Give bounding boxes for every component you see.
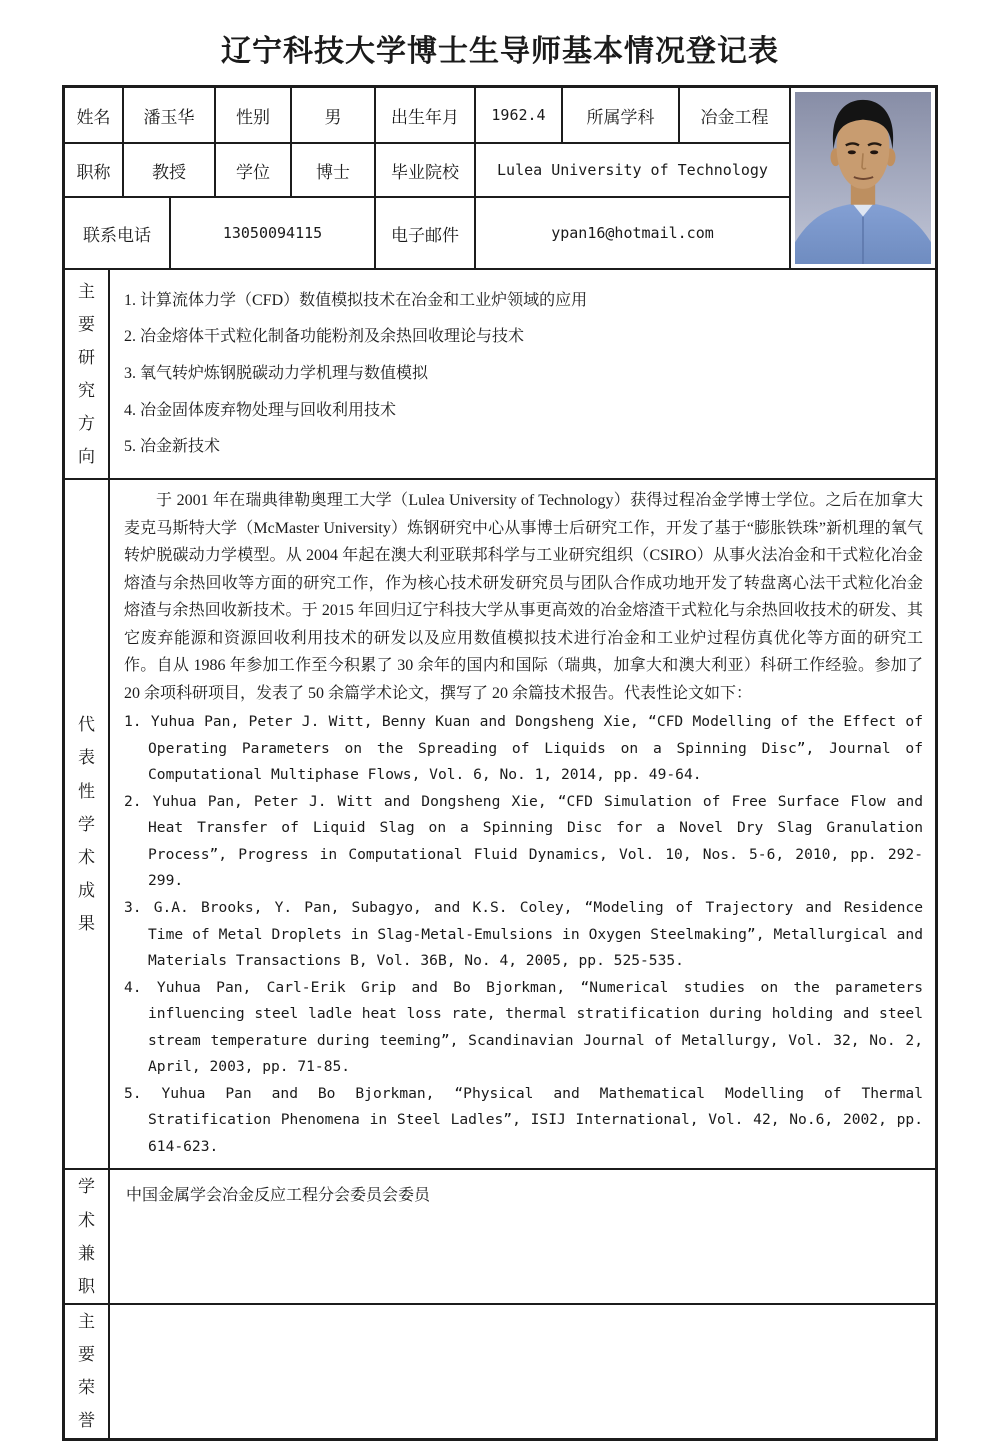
portrait-photo: [791, 88, 935, 268]
achievements-content: [110, 480, 935, 1168]
section-academic-positions: [65, 1168, 935, 1303]
school-label: 毕业院校: [376, 144, 476, 198]
page-title: 辽宁科技大学博士生导师基本情况登记表: [221, 35, 779, 68]
publication-item: 2. Yuhua Pan, Peter J. Witt and Dongsheng Xie, “CFD Simulation of Free Surface Flow and Heat Transfer of Liquid Slag on a Spinning Disc for a Novel Dry Slag Granulation Process”, Progress in Computational Fluid Dynamics, Vol. 10, Nos. 5-6, 2010, pp. 292-299.: [124, 792, 923, 890]
basic-info-grid: [65, 88, 935, 268]
name-value: 潘玉华: [124, 88, 216, 144]
research-item: 3. 氧气转炉炼钢脱碳动力学机理与数值模拟: [124, 364, 429, 382]
research-item: 2. 冶金熔体干式粒化制备功能粉剂及余热回收理论与技术: [124, 328, 525, 346]
biography-text: 于 2001 年在瑞典律勒奥理工大学（Lulea University of Technology）获得过程冶金学博士学位。之后在加拿大麦克马斯特大学（McMaster University）炼钢研究中心从事博士后研究工作，开发了基于“膨胀铁珠”新机理的氧气转炉脱碳动力学模型。从 2004 年起在澳大利亚联邦科学与工业研究组织（CSIRO）从事火法冶金和干式粒化冶金熔渣与余热回收等方面的研究工作，作为核心技术研发研究员与团队合作成功地开发了转盘离心法干式粒化冶金熔渣与余热回收新技术。于 2015 年回归辽宁科技大学从事更高效的冶金熔渣干式粒化与余热回收技术的研发、其它废弃能源和资源回收利用技术的研发以及应用数值模拟技术进行冶金和工业炉过程仿真优化等方面的研究工作。自从 1986 年参加工作至今积累了 30 余年的国内和国际（瑞典，加拿大和澳大利亚）科研工作经验。参加了 20 余项科研项目，发表了 50 余篇学术论文，撰写了 20 余篇技术报告。代表性论文如下：: [124, 492, 923, 702]
major-honors-label: 主要荣誉: [65, 1305, 110, 1438]
degree-label: 学位: [216, 144, 292, 198]
research-item: 4. 冶金固体废弃物处理与回收利用技术: [124, 401, 397, 419]
discipline-label: 所属学科: [563, 88, 680, 144]
name-label: 姓名: [65, 88, 124, 144]
publication-item: 5. Yuhua Pan and Bo Bjorkman, “Physical and Mathematical Modelling of Thermal Stratification Phenomena in Steel Ladles”, ISIJ International, Vol. 42, No.6, 2002, pp. 614-623.: [124, 1084, 923, 1155]
section-research-directions: [65, 268, 935, 478]
phone-label: 联系电话: [65, 198, 171, 268]
publication-item: 3. G.A. Brooks, Y. Pan, Subagyo, and K.S. Coley, “Modeling of Trajectory and Residence Time of Metal Droplets in Slag-Metal-Emulsions in Oxygen Steelmaking”, Metallurgical and Materials Transactions B, Vol. 36B, No. 4, 2005, pp. 525-535.: [124, 898, 923, 970]
phone-value: 13050094115: [171, 198, 376, 268]
job-title-label: 职称: [65, 144, 124, 198]
gender-value: 男: [292, 88, 376, 144]
email-value: ypan16@hotmail.com: [476, 198, 791, 268]
birth-label: 出生年月: [376, 88, 476, 144]
portrait-photo-icon: [795, 92, 931, 264]
job-title-value: 教授: [124, 144, 216, 198]
research-directions-content: [110, 270, 935, 478]
publication-item: 4. Yuhua Pan, Carl-Erik Grip and Bo Bjorkman, “Numerical studies on the parameters influencing steel ladle heat loss rate, thermal stratification during holding and steel stream temperature during teeming”, Scandinavian Journal of Metallurgy, Vol. 32, No. 2, April, 2003, pp. 71-85.: [124, 978, 923, 1076]
publication-item: 1. Yuhua Pan, Peter J. Witt, Benny Kuan and Dongsheng Xie, “CFD Modelling of the Effect of Operating Parameters on the Spreading of Liquids on a Spinning Disc”, Journal of Computational Multiphase Flows, Vol. 6, No. 1, 2014, pp. 49-64.: [124, 713, 923, 784]
degree-value: 博士: [292, 144, 376, 198]
registration-form: [62, 85, 938, 1441]
research-item: 1. 计算流体力学（CFD）数值模拟技术在冶金和工业炉领域的应用: [124, 291, 588, 309]
research-directions-label: 主要研究方向: [65, 270, 110, 478]
academic-positions-content: 中国金属学会冶金反应工程分会委员会委员: [126, 1187, 431, 1205]
section-achievements: [65, 478, 935, 1168]
academic-positions-label: 学术兼职: [65, 1170, 110, 1303]
section-major-honors: [65, 1303, 935, 1438]
birth-value: 1962.4: [476, 88, 563, 144]
major-honors-content: [110, 1305, 935, 1422]
achievements-label: 代表性学术成果: [65, 480, 110, 1168]
research-item: 5. 冶金新技术: [124, 438, 221, 456]
school-value: Lulea University of Technology: [476, 144, 791, 198]
gender-label: 性别: [216, 88, 292, 144]
email-label: 电子邮件: [376, 198, 476, 268]
discipline-value: 冶金工程: [680, 88, 791, 144]
